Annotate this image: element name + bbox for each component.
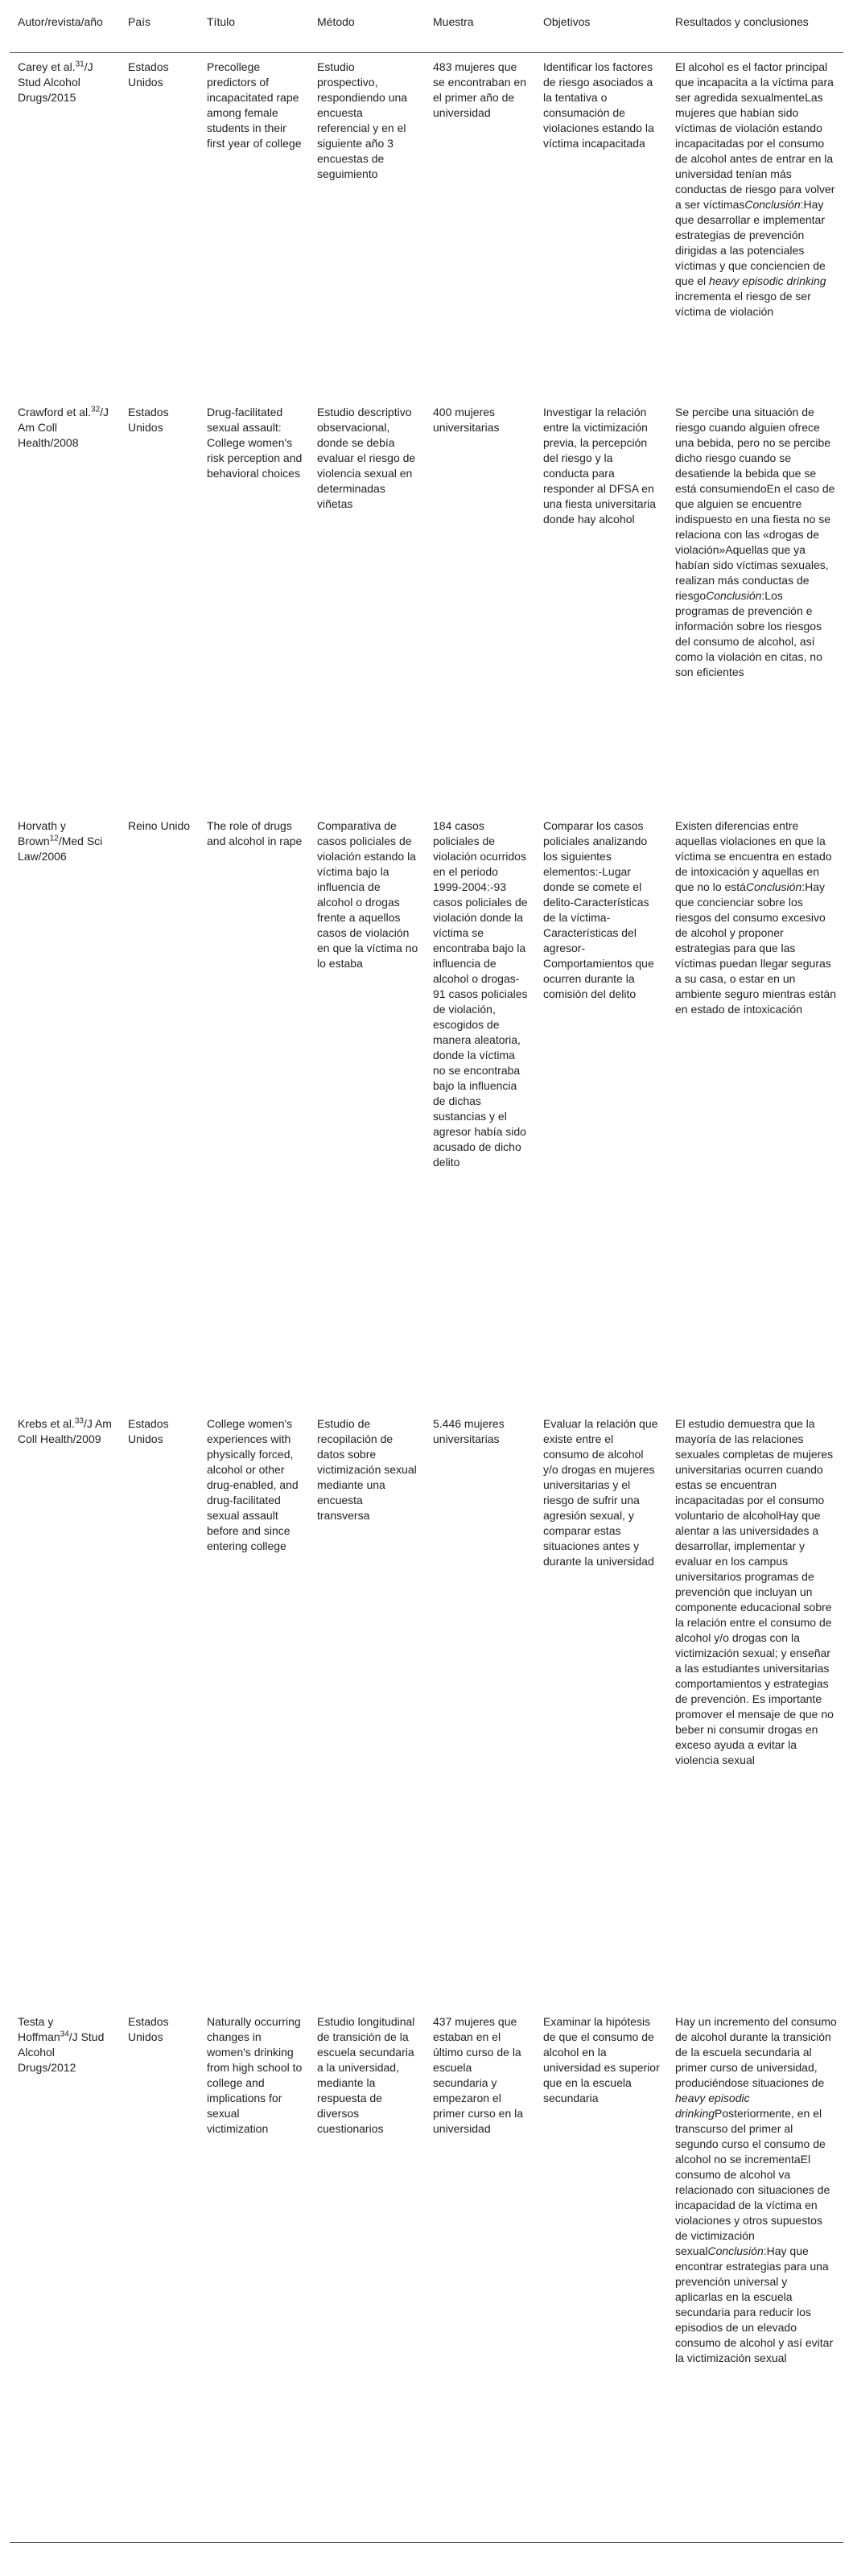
method-cell: Comparativa de casos policiales de violación estando la víctima bajo la influencia de alcohol o drogas frente a aquellos casos de violación en que la víctima no lo estaba <box>317 819 418 970</box>
method-cell: Estudio longitudinal de transición de la escuela secundaria a la universidad, mediante la respuesta de diversos cuestionarios <box>317 2015 415 2135</box>
author-name: Krebs et al. <box>18 1417 75 1430</box>
journal-year: /J Stud Alcohol Drugs/2012 <box>18 2030 105 2074</box>
objectives-cell: Examinar la hipótesis de que el consumo de alcohol en la universidad es superior que en la escuela secundaria <box>543 2015 660 2104</box>
country-cell: Estados Unidos <box>128 406 169 434</box>
title-cell: The role of drugs and alcohol in rape <box>207 819 303 847</box>
author-cell <box>10 398 120 812</box>
reference-number: 34 <box>60 2030 69 2039</box>
sample-cell: 184 casos policiales de violación ocurridos en el periodo 1999-2004:-93 casos policiales de violación donde la víctima se encontraba bajo la influencia de alcohol o drogas- 91 casos policiales de violación, escogidos de manera aleatoria, donde la víctima no se encontraba bajo la influencia de dichas sustancias y el agresor había sido acusado de dicho delito <box>433 819 528 1168</box>
header-objectives: Objetivos <box>543 15 591 28</box>
objectives-cell: Comparar los casos policiales analizando los siguientes elementos:-Lugar donde se comete el delito-Características de la víctima-Características del agresor-Comportamientos que ocurren durante la comisión del delito <box>543 819 654 1000</box>
table-row <box>10 53 843 398</box>
reference-number: 31 <box>75 60 84 69</box>
country-cell: Estados Unidos <box>128 1417 169 1445</box>
journal-year: /J Am Coll Health/2009 <box>18 1417 112 1445</box>
results-cell: El estudio demuestra que la mayoría de las relaciones sexuales completas de mujeres universitarias ocurren cuando estas se encuentran incapacitadas por el consumo voluntario de alcoholHay que alentar a las universidades a desarrollar, implementar y evaluar en los campus universitarios programas de prevención que incluyan un componente educacional sobre la relación entre el consumo de alcohol y/o drogas con la victimización sexual; y enseñar a las estudiantes universitarias comportamientos y estrategias de prevención. Es importante promover el mensaje de que no beber ni consumir drogas en exceso ayuda a evitar la violencia sexual <box>675 1417 834 1766</box>
sample-cell: 400 mujeres universitarias <box>433 406 500 434</box>
results-cell: Existen diferencias entre aquellas violaciones en que la víctima se encuentra en estado de intoxicación y aquellas en que no lo estáConclusión:Hay que concienciar sobre los riesgos del consumo excesivo de alcohol y proponer estrategias para que las víctimas puedan llegar seguras a su casa, o estar en un ambiente seguro mientras están en estado de intoxicación <box>675 819 836 1016</box>
results-cell: Se percibe una situación de riesgo cuando alguien ofrece una bebida, pero no se percibe dicho riesgo cuando se desatiende la bebida que se está consumiendoEn el caso de que alguien se encuentre indispuesto en una fiesta no se relaciona con las «drogas de violación»Aquellas que ya habían sido víctimas sexuales, realizan más conductas de riesgoConclusión:Los programas de prevención e información sobre los riesgos del consumo de alcohol, así como la violación en citas, no son eficientes <box>675 406 835 678</box>
reference-number: 12 <box>49 834 59 843</box>
title-cell: Naturally occurring changes in women's drinking from high school to college and implications for sexual victimization <box>207 2015 303 2135</box>
author-name: Horvath y Brown <box>18 819 66 847</box>
journal-year: /J Stud Alcohol Drugs/2015 <box>18 60 93 104</box>
method-cell: Estudio descriptivo observacional, donde se debía evaluar el riesgo de violencia sexual en determinadas viñetas <box>317 406 416 510</box>
title-cell: Precollege predictors of incapacitated rape among female students in their first year of college <box>207 60 302 150</box>
journal-year: /J Am Coll Health/2008 <box>18 406 109 449</box>
studies-table <box>10 5 843 2543</box>
header-results: Resultados y conclusiones <box>675 15 809 28</box>
method-cell: Estudio de recopilación de datos sobre victimización sexual mediante una encuesta transversa <box>317 1417 417 1522</box>
author-cell <box>10 1410 120 2008</box>
author-cell <box>10 812 120 1410</box>
header-author: Autor/revista/año <box>18 15 103 28</box>
author-name: Testa y Hoffman <box>18 2015 60 2043</box>
reference-number: 33 <box>74 1416 84 1426</box>
sample-cell: 437 mujeres que estaban en el último curso de la escuela secundaria y empezaron el primer curso en la universidad <box>433 2015 524 2135</box>
objectives-cell: Identificar los factores de riesgo asociados a la tentativa o consumación de violaciones estando la víctima incapacitada <box>543 60 654 150</box>
method-cell: Estudio prospectivo, respondiendo una encuesta referencial y en el siguiente año 3 encuestas de seguimiento <box>317 60 408 180</box>
header-country: País <box>128 15 151 28</box>
country-cell: Estados Unidos <box>128 2015 169 2043</box>
results-cell: Hay un incremento del consumo de alcohol durante la transición de la escuela secundaria al primer curso de universidad, produciéndose situaciones de heavy episodic drinkingPosteriormente, en el transcurso del primer al segundo curso el consumo de alcohol no se incrementaEl consumo de alcohol va relacionado con situaciones de incapacidad de la víctima en violaciones y otros supuestos de victimización sexualConclusión:Hay que encontrar estrategias para una prevención universal y aplicarlas en la escuela secundaria para reducir los episodios de un elevado consumo de alcohol y así evitar la victimización sexual <box>675 2015 837 2364</box>
table-row <box>10 398 843 812</box>
header-sample: Muestra <box>433 15 474 28</box>
objectives-cell: Evaluar la relación que existe entre el consumo de alcohol y/o drogas en mujeres universitarias y el riesgo de sufrir una agresión sexual, y comparar estas situaciones antes y durante la universidad <box>543 1417 658 1568</box>
title-cell: College women's experiences with physically forced, alcohol or other drug-enabled, and drug-facilitated sexual assault before and since entering college <box>207 1417 299 1552</box>
sample-cell: 483 mujeres que se encontraban en el primer año de universidad <box>433 60 526 119</box>
sample-cell: 5.446 mujeres universitarias <box>433 1417 505 1445</box>
table-row <box>10 2008 843 2543</box>
journal-year: /Med Sci Law/2006 <box>18 835 103 863</box>
reference-number: 32 <box>91 405 101 414</box>
table-row <box>10 812 843 1410</box>
author-cell <box>10 53 120 398</box>
author-cell <box>10 2008 120 2542</box>
country-cell: Estados Unidos <box>128 60 169 89</box>
title-cell: Drug-facilitated sexual assault: College women's risk perception and behavioral choices <box>207 406 303 480</box>
results-cell: El alcohol es el factor principal que incapacita a la víctima para ser agredida sexualmenteLas mujeres que habían sido víctimas de violación estando incapacitadas por el consumo de alcohol antes de entrar en la universidad tenían más conductas de riesgo para volver a ser víctimasConclusión:Hay que desarrollar e implementar estrategias de prevención dirigidas a las potenciales víctimas y que conciencien de que el heavy episodic drinking incrementa el riesgo de ser víctima de violación <box>675 60 835 318</box>
author-name: Crawford et al. <box>18 406 92 418</box>
table-row <box>10 1410 843 2008</box>
author-name: Carey et al. <box>18 60 76 73</box>
header-title: Título <box>207 15 236 28</box>
objectives-cell: Investigar la relación entre la victimización previa, la percepción del riesgo y la conducta para responder al DFSA en una fiesta universitaria donde hay alcohol <box>543 406 657 526</box>
header-method: Método <box>317 15 355 28</box>
country-cell: Reino Unido <box>128 819 191 832</box>
table-header-row <box>10 5 843 53</box>
